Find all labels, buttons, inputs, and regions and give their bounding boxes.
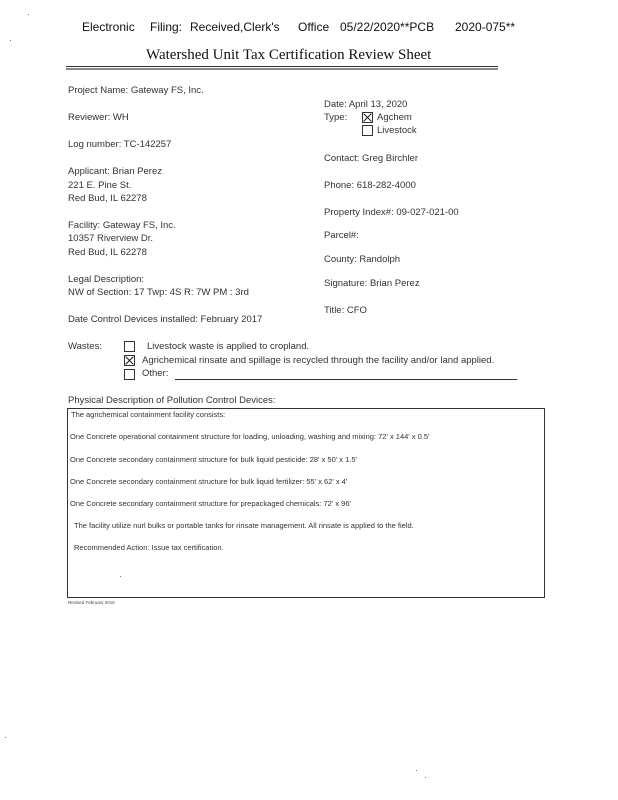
scan-speck	[416, 770, 417, 771]
property-index: Property Index#: 09-027-021-00	[324, 207, 459, 218]
filing-header-stamp: 05/22/2020**PCB	[340, 20, 435, 34]
phone: Phone: 618-282-4000	[324, 180, 416, 191]
wastes-agrichemical-checkbox	[124, 355, 135, 366]
physical-rinsate-note: The facility utilize nurl bulks or portable tanks for rinsate management. All rinsate is applied to the field.	[74, 521, 414, 530]
physical-intro: The agrichemical containment facility consists:	[71, 410, 226, 419]
physical-description-heading: Physical Description of Pollution Control Devices:	[68, 395, 276, 406]
type-agchem-label: Agchem	[377, 112, 412, 123]
title-rule	[66, 66, 498, 67]
wastes-other-label: Other:	[142, 368, 169, 379]
contact: Contact: Greg Birchler	[324, 153, 418, 164]
title-rule-shadow	[66, 68, 498, 70]
wastes-livestock-label: Livestock waste is applied to cropland.	[147, 341, 310, 352]
applicant-street: 221 E. Pine St.	[68, 180, 132, 191]
parcel-number: Parcel#:	[324, 230, 359, 241]
type-label: Type:	[324, 112, 348, 123]
revision-note: Revised February 2016	[68, 600, 115, 605]
filing-header-electronic: Electronic	[82, 20, 135, 34]
wastes-agrichemical-label: Agrichemical rinsate and spillage is recycled through the facility and/or land applied.	[142, 355, 495, 366]
wastes-other-underline	[175, 379, 517, 380]
scan-speck	[5, 737, 6, 738]
physical-item-4: One Concrete secondary containment structure for prepackaged chemicals: 72' x 96'	[70, 499, 351, 508]
filing-header-received: Received,Clerk's	[190, 20, 280, 34]
date-control-devices-installed: Date Control Devices installed: February 2017	[68, 314, 263, 325]
filing-header-filing: Filing:	[150, 20, 183, 34]
wastes-other-checkbox	[124, 369, 135, 380]
filing-header-case-number: 2020-075**	[455, 20, 516, 34]
wastes-label: Wastes:	[68, 341, 102, 352]
document-title: Watershed Unit Tax Certification Review Sheet	[146, 47, 432, 63]
signature: Signature: Brian Perez	[324, 278, 420, 289]
facility-name: Facility: Gateway FS, Inc.	[68, 220, 176, 231]
title-field: Title: CFO	[324, 305, 367, 316]
type-livestock-checkbox	[362, 125, 373, 136]
physical-item-3: One Concrete secondary containment structure for bulk liquid fertilizer: 55' x 62' x 4'	[70, 477, 348, 486]
reviewer: Reviewer: WH	[68, 112, 129, 123]
recommended-action: Recommended Action: Issue tax certification.	[74, 543, 224, 552]
applicant-city: Red Bud, IL 62278	[68, 193, 147, 204]
physical-item-2: One Concrete secondary containment structure for bulk liquid pesticide: 28' x 50' x 1.5'	[70, 455, 357, 464]
legal-description-value: NW of Section: 17 Twp: 4S R: 7W PM : 3rd	[68, 287, 249, 298]
type-agchem-checkbox	[362, 112, 373, 123]
type-livestock-label: Livestock	[377, 125, 417, 136]
legal-description-label: Legal Description:	[68, 274, 145, 285]
filing-header-office: Office	[298, 20, 330, 34]
scan-speck	[120, 576, 121, 577]
review-date: Date: April 13, 2020	[324, 99, 408, 110]
applicant-name: Applicant: Brian Perez	[68, 166, 162, 177]
log-number: Log number: TC-142257	[68, 139, 172, 150]
project-name: Project Name: Gateway FS, Inc.	[68, 85, 204, 96]
wastes-livestock-checkbox	[124, 341, 135, 352]
scan-speck	[425, 777, 426, 778]
scan-speck	[28, 14, 29, 15]
scan-speck	[10, 40, 11, 41]
county: County: Randolph	[324, 254, 401, 265]
facility-street: 10357 Riverview Dr.	[68, 233, 154, 244]
facility-city: Red Bud, IL 62278	[68, 247, 147, 258]
physical-item-1: One Concrete operational containment structure for loading, unloading, washing and mixing: 72' x 144' x 0.5'	[70, 432, 430, 441]
